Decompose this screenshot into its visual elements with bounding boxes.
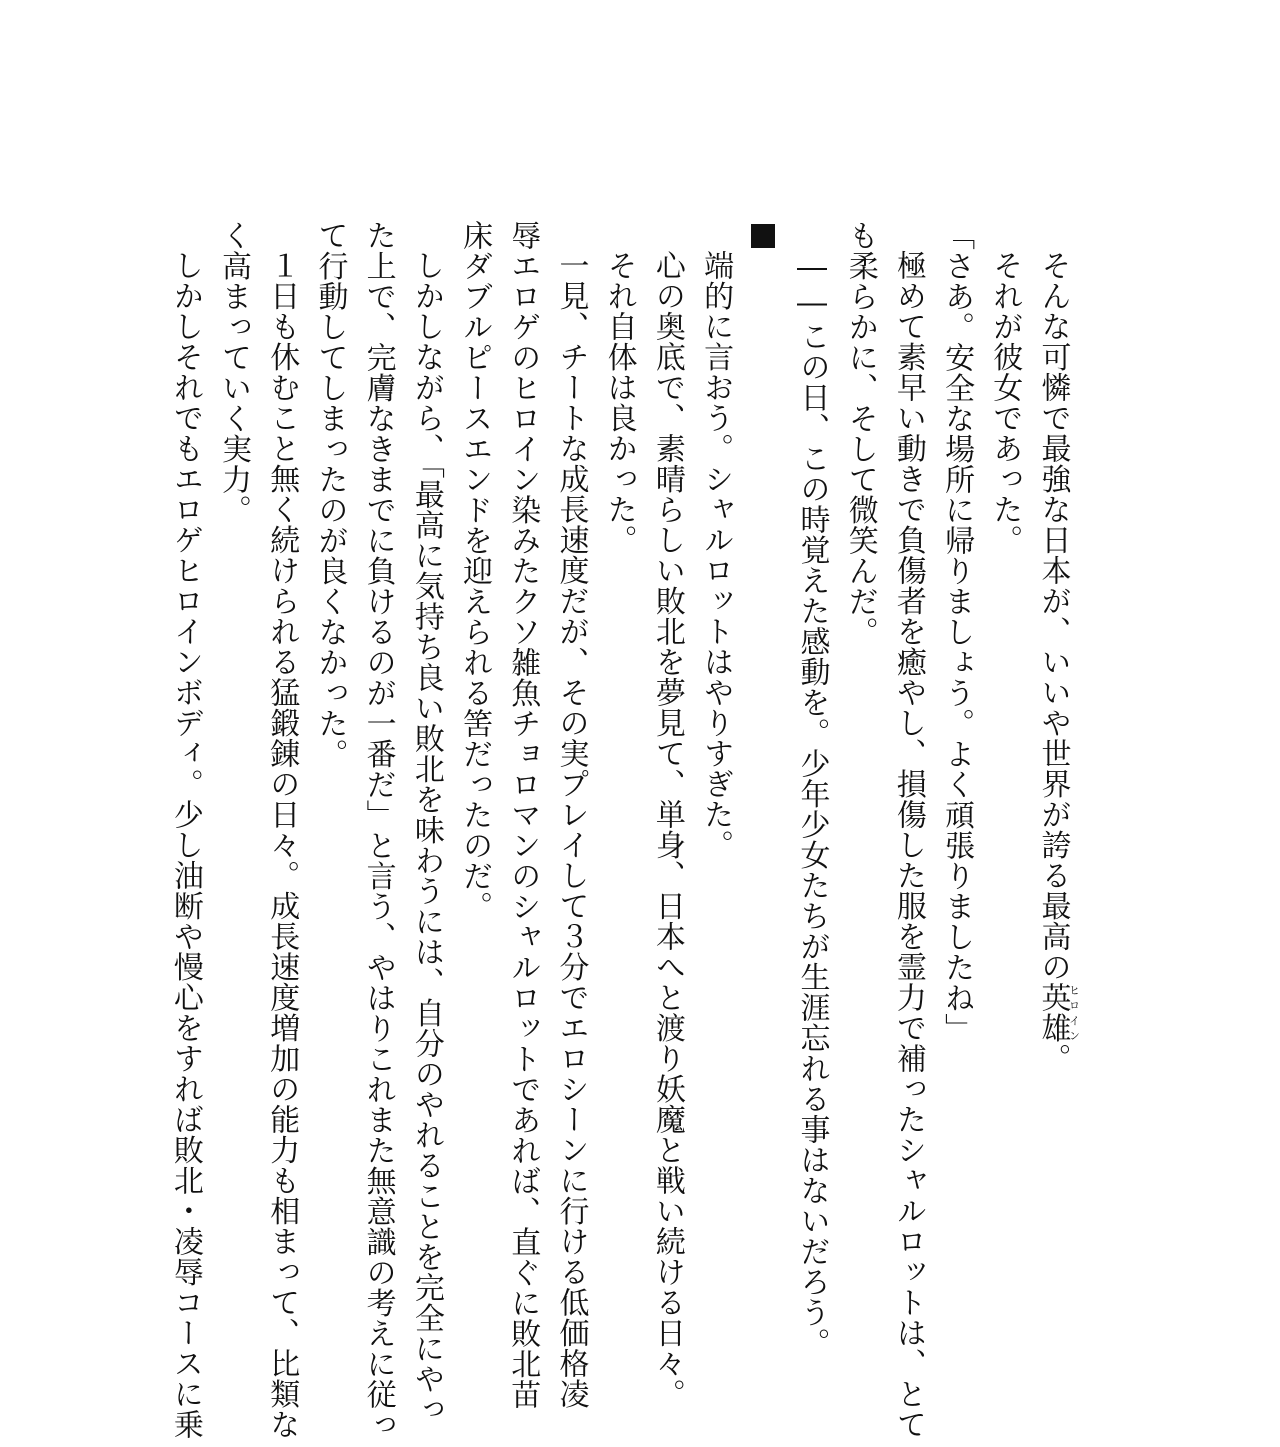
paragraph-line-4: 極めて素早い動きで負傷者を癒やし、損傷した服を霊力で補ったシャルロットは、とて — [890, 250, 926, 1440]
black-square-icon — [751, 224, 775, 248]
paragraph-line-7: 端的に言おう。シャルロットはやりすぎた。 — [698, 250, 734, 860]
paragraph-line-9: それ自体は良かった。 — [601, 250, 637, 555]
paragraph-line-5: も柔らかに、そして微笑んだ。 — [842, 220, 878, 647]
paragraph-line-3: 「さあ。安全な場所に帰りましょう。よく頑張りましたね」 — [939, 220, 975, 1044]
paragraph-line-17: く高まっていく実力。 — [216, 220, 252, 525]
scene-break — [739, 220, 787, 1295]
paragraph-line-12: 床ダブルピースエンドを迎えられる筈だったのだ。 — [457, 220, 493, 922]
paragraph-line-14: た上で、完膚なきまでに負けるのが一番だ」と言う、やはりこれまた無意識の考えに従っ — [360, 220, 396, 1440]
paragraph-line-16: １日も休むこと無く続けられる猛鍛錬の日々。成長速度増加の能力も相まって、比類な — [264, 250, 300, 1440]
paragraph-line-13: しかしながら、「最高に気持ち良い敗北を味わうには、自分のやれることを完全にやっ — [408, 250, 444, 1425]
vertical-text-body — [167, 220, 1081, 1440]
paragraph-line-2: それが彼女であった。 — [987, 250, 1023, 555]
paragraph-line-6: ――この日、この時覚えた感動を。少年少女たちが生涯忘れる事はないだろう。 — [794, 250, 830, 1358]
paragraph-line-18: しかしそれでもエロゲヒロインボディ。少し油断や慢心をすれば敗北・凌辱コースに乗 — [167, 250, 203, 1440]
ruby-annotation: 英雄ヒロイン — [1035, 982, 1081, 1043]
paragraph-line-1: そんな可憐で最強な日本が、いいや世界が誇る最高の英雄ヒロイン。 — [1035, 250, 1081, 1074]
paragraph-line-8: 心の奥底で、素晴らしい敗北を夢見て、単身、日本へと渡り妖魔と戦い続ける日々。 — [649, 250, 685, 1409]
paragraph-line-15: て行動してしまったのが良くなかった。 — [312, 220, 348, 769]
paragraph-line-11: 辱エロゲのヒロイン染みたクソ雑魚チョロマンのシャルロットであれば、直ぐに敗北苗 — [505, 220, 541, 1410]
paragraph-line-10: 一見、チートな成長速度だが、その実プレイして３分でエロシーンに行ける低価格凌 — [553, 250, 589, 1409]
